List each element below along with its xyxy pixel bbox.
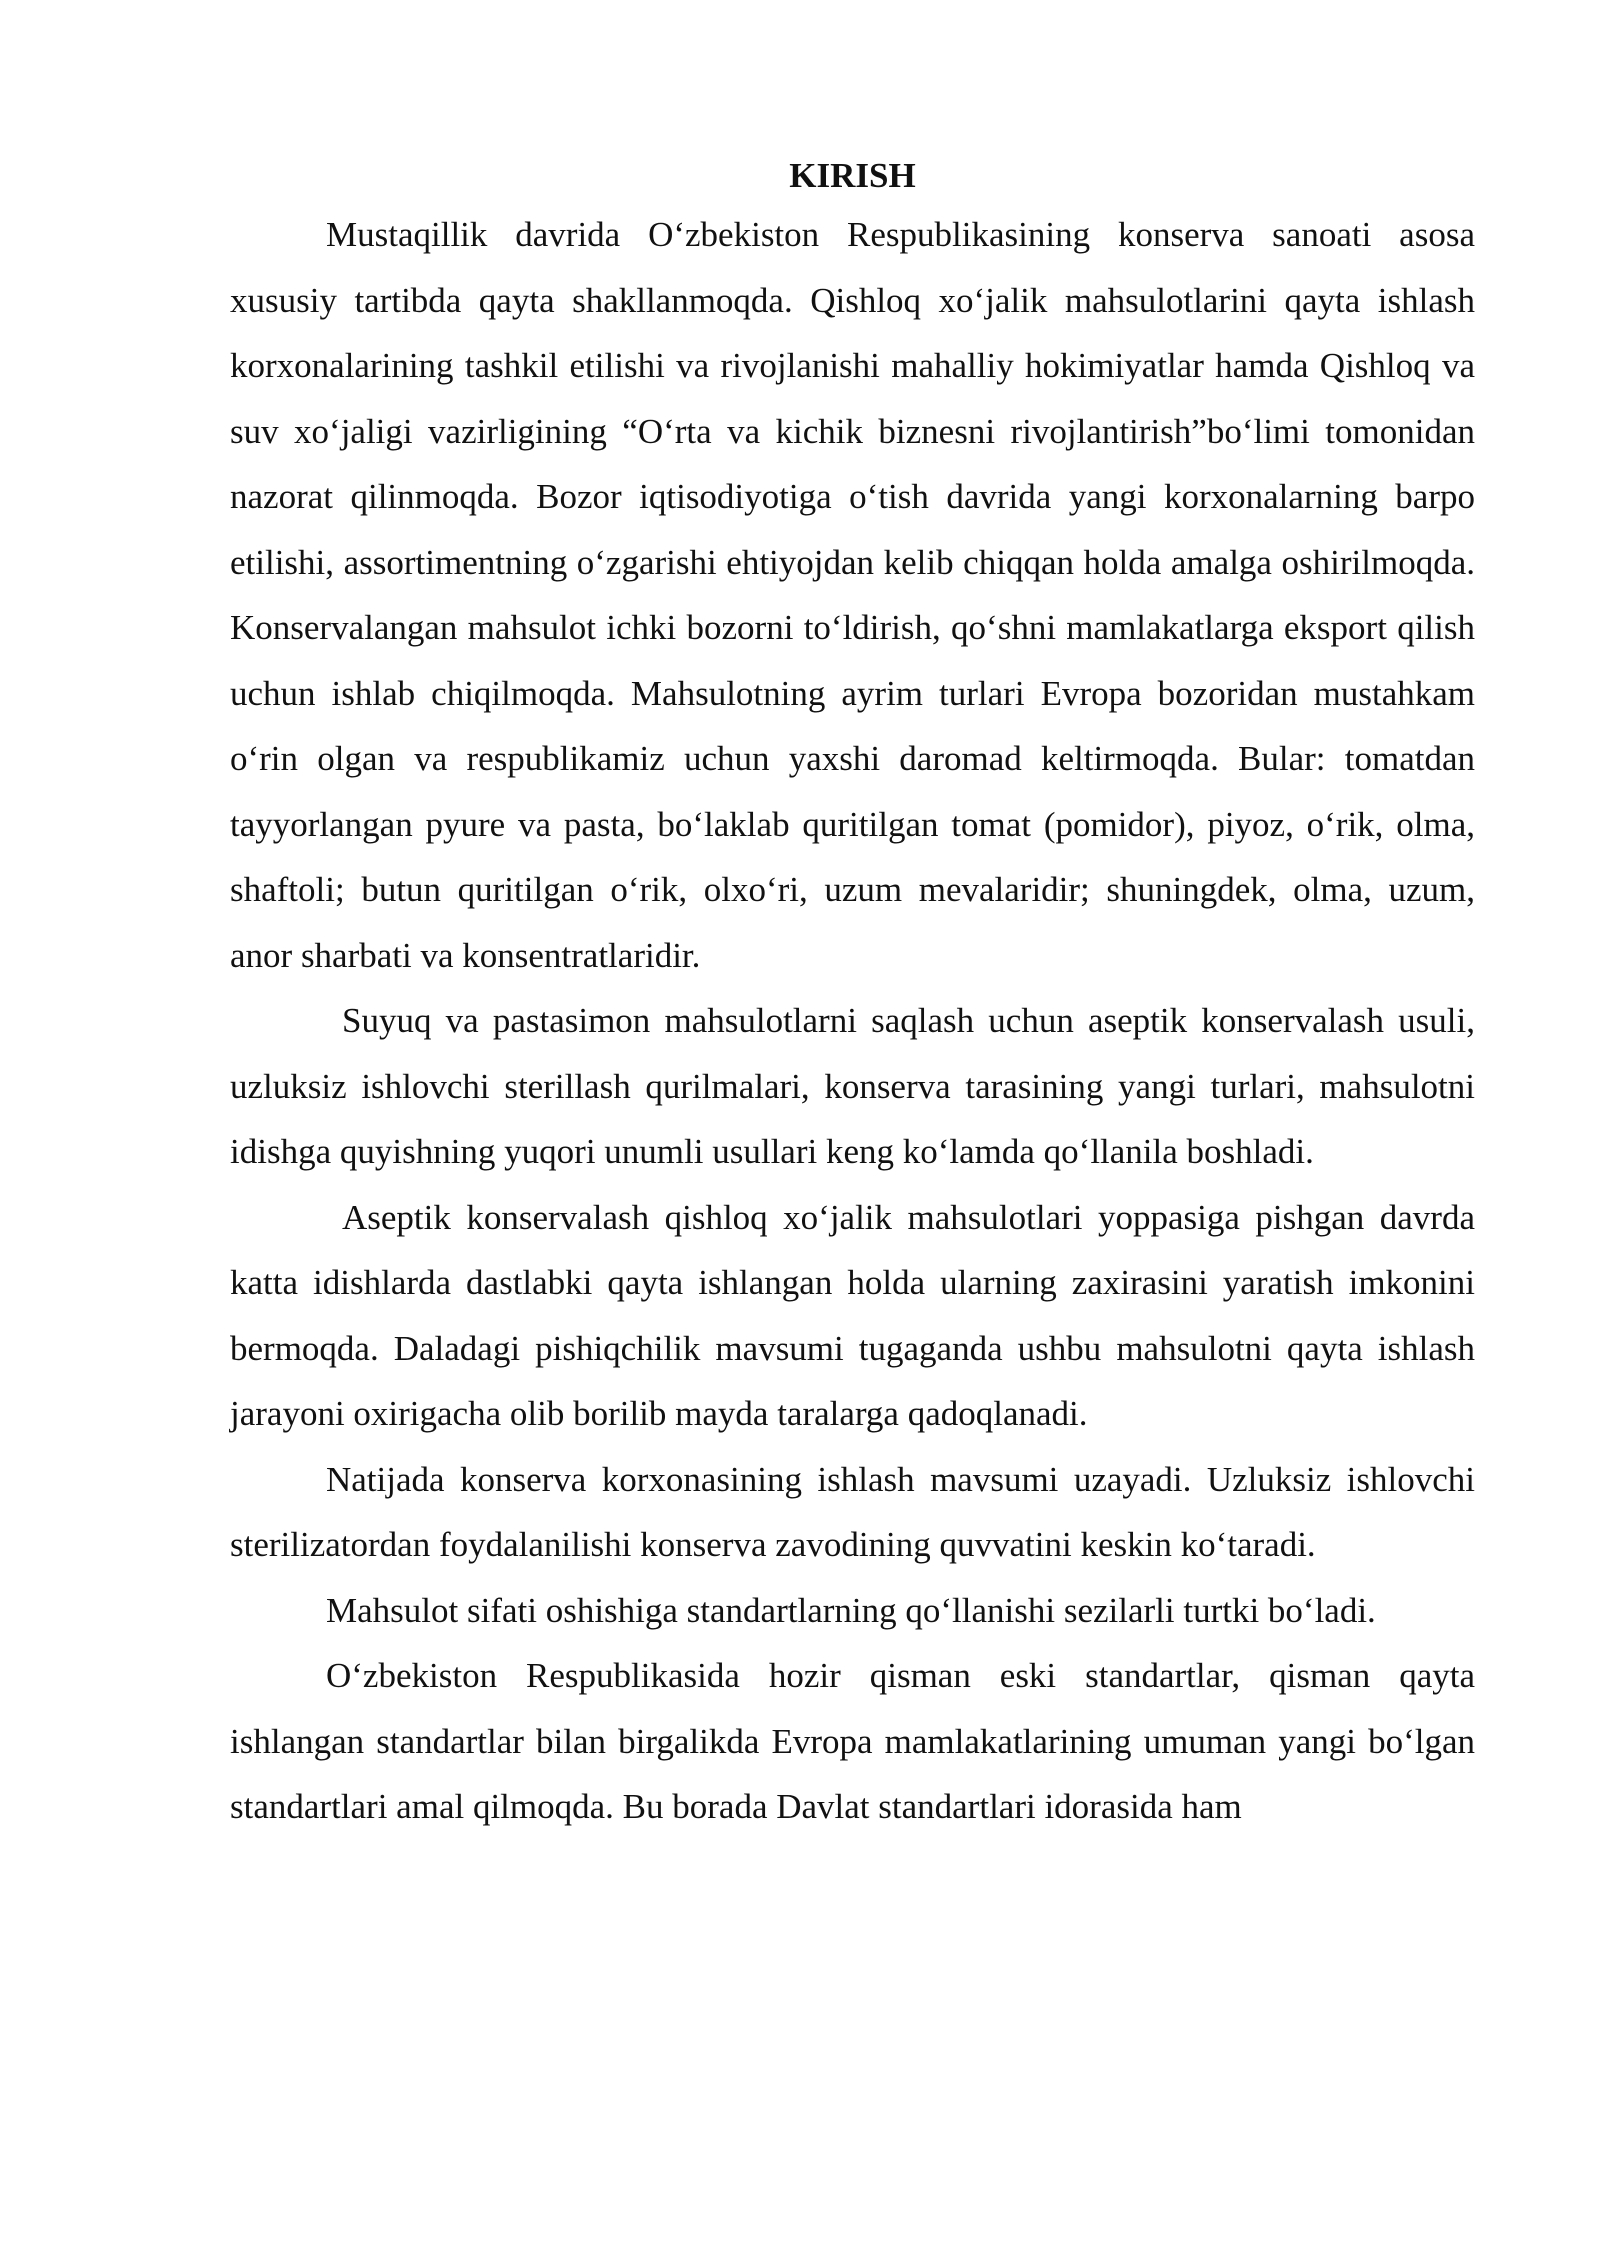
paragraph-3: Aseptik konservalash qishloq xo‘jalik mahsulotlari yoppasiga pishgan davrda katta idishlarda dastlabki qayta ishlangan holda ularning zaxirasini yaratish imkonini bermoqda. Daladagi pishiqchilik mavsumi tugaganda ushbu mahsulotni qayta ishlash jarayoni oxirigacha olib borilib mayda taralarga qadoqlanadi.	[230, 1197, 1475, 1433]
paragraph-5: Mahsulot sifati oshishiga standartlarning qo‘llanishi sezilarli turtki bo‘ladi.	[326, 1590, 1376, 1630]
paragraph-1: Mustaqillik davrida O‘zbekiston Respublikasining konserva sanoati asosa xususiy tartibda qayta shakllanmoqda. Qishloq xo‘jalik mahsulotlarini qayta ishlash korxonalarining tashkil etilishi va rivojlanishi mahalliy hokimiyatlar hamda Qishloq va suv xo‘jaligi vazirligining “O‘rta va kichik biznesni rivojlantirish”bo‘limi tomonidan nazorat qilinmoqda. Bozor iqtisodiyotiga o‘tish davrida yangi korxonalarning barpo etilishi, assortimentning o‘zgarishi ehtiyojdan kelib chiqqan holda amalga oshirilmoqda. Konservalangan mahsulot ichki bozorni to‘ldirish, qo‘shni mamlakatlarga eksport qilish uchun ishlab chiqilmoqda. Mahsulotning ayrim turlari Evropa bozoridan mustahkam o‘rin olgan va respublikamiz uchun yaxshi daromad keltirmoqda. Bular: tomatdan tayyorlangan pyure va pasta, bo‘laklab quritilgan tomat (pomidor), piyoz, o‘rik, olma, shaftoli; butun quritilgan o‘rik, olxo‘ri, uzum mevalaridir; shuningdek, olma, uzum, anor sharbati va konsentratlaridir.	[230, 215, 1475, 975]
section-title: KIRISH	[789, 156, 916, 195]
document-body	[230, 150, 1475, 1840]
paragraph-4: Natijada konserva korxonasining ishlash mavsumi uzayadi. Uzluksiz ishlovchi sterilizatordan foydalanilishi konserva zavodining quvvatini keskin ko‘taradi.	[230, 1459, 1475, 1564]
paragraph-2: Suyuq va pastasimon mahsulotlarni saqlash uchun aseptik konservalash usuli, uzluksiz ishlovchi sterillash qurilmalari, konserva tarasining yangi turlari, mahsulotni idishga quyishning yuqori unumli usullari keng ko‘lamda qo‘llanila boshladi.	[230, 1001, 1475, 1171]
paragraph-6: O‘zbekiston Respublikasida hozir qisman eski standartlar, qisman qayta ishlangan standartlar bilan birgalikda Evropa mamlakatlarining umuman yangi bo‘lgan standartlari amal qilmoqda. Bu borada Davlat standartlari idorasida ham	[230, 1656, 1475, 1826]
